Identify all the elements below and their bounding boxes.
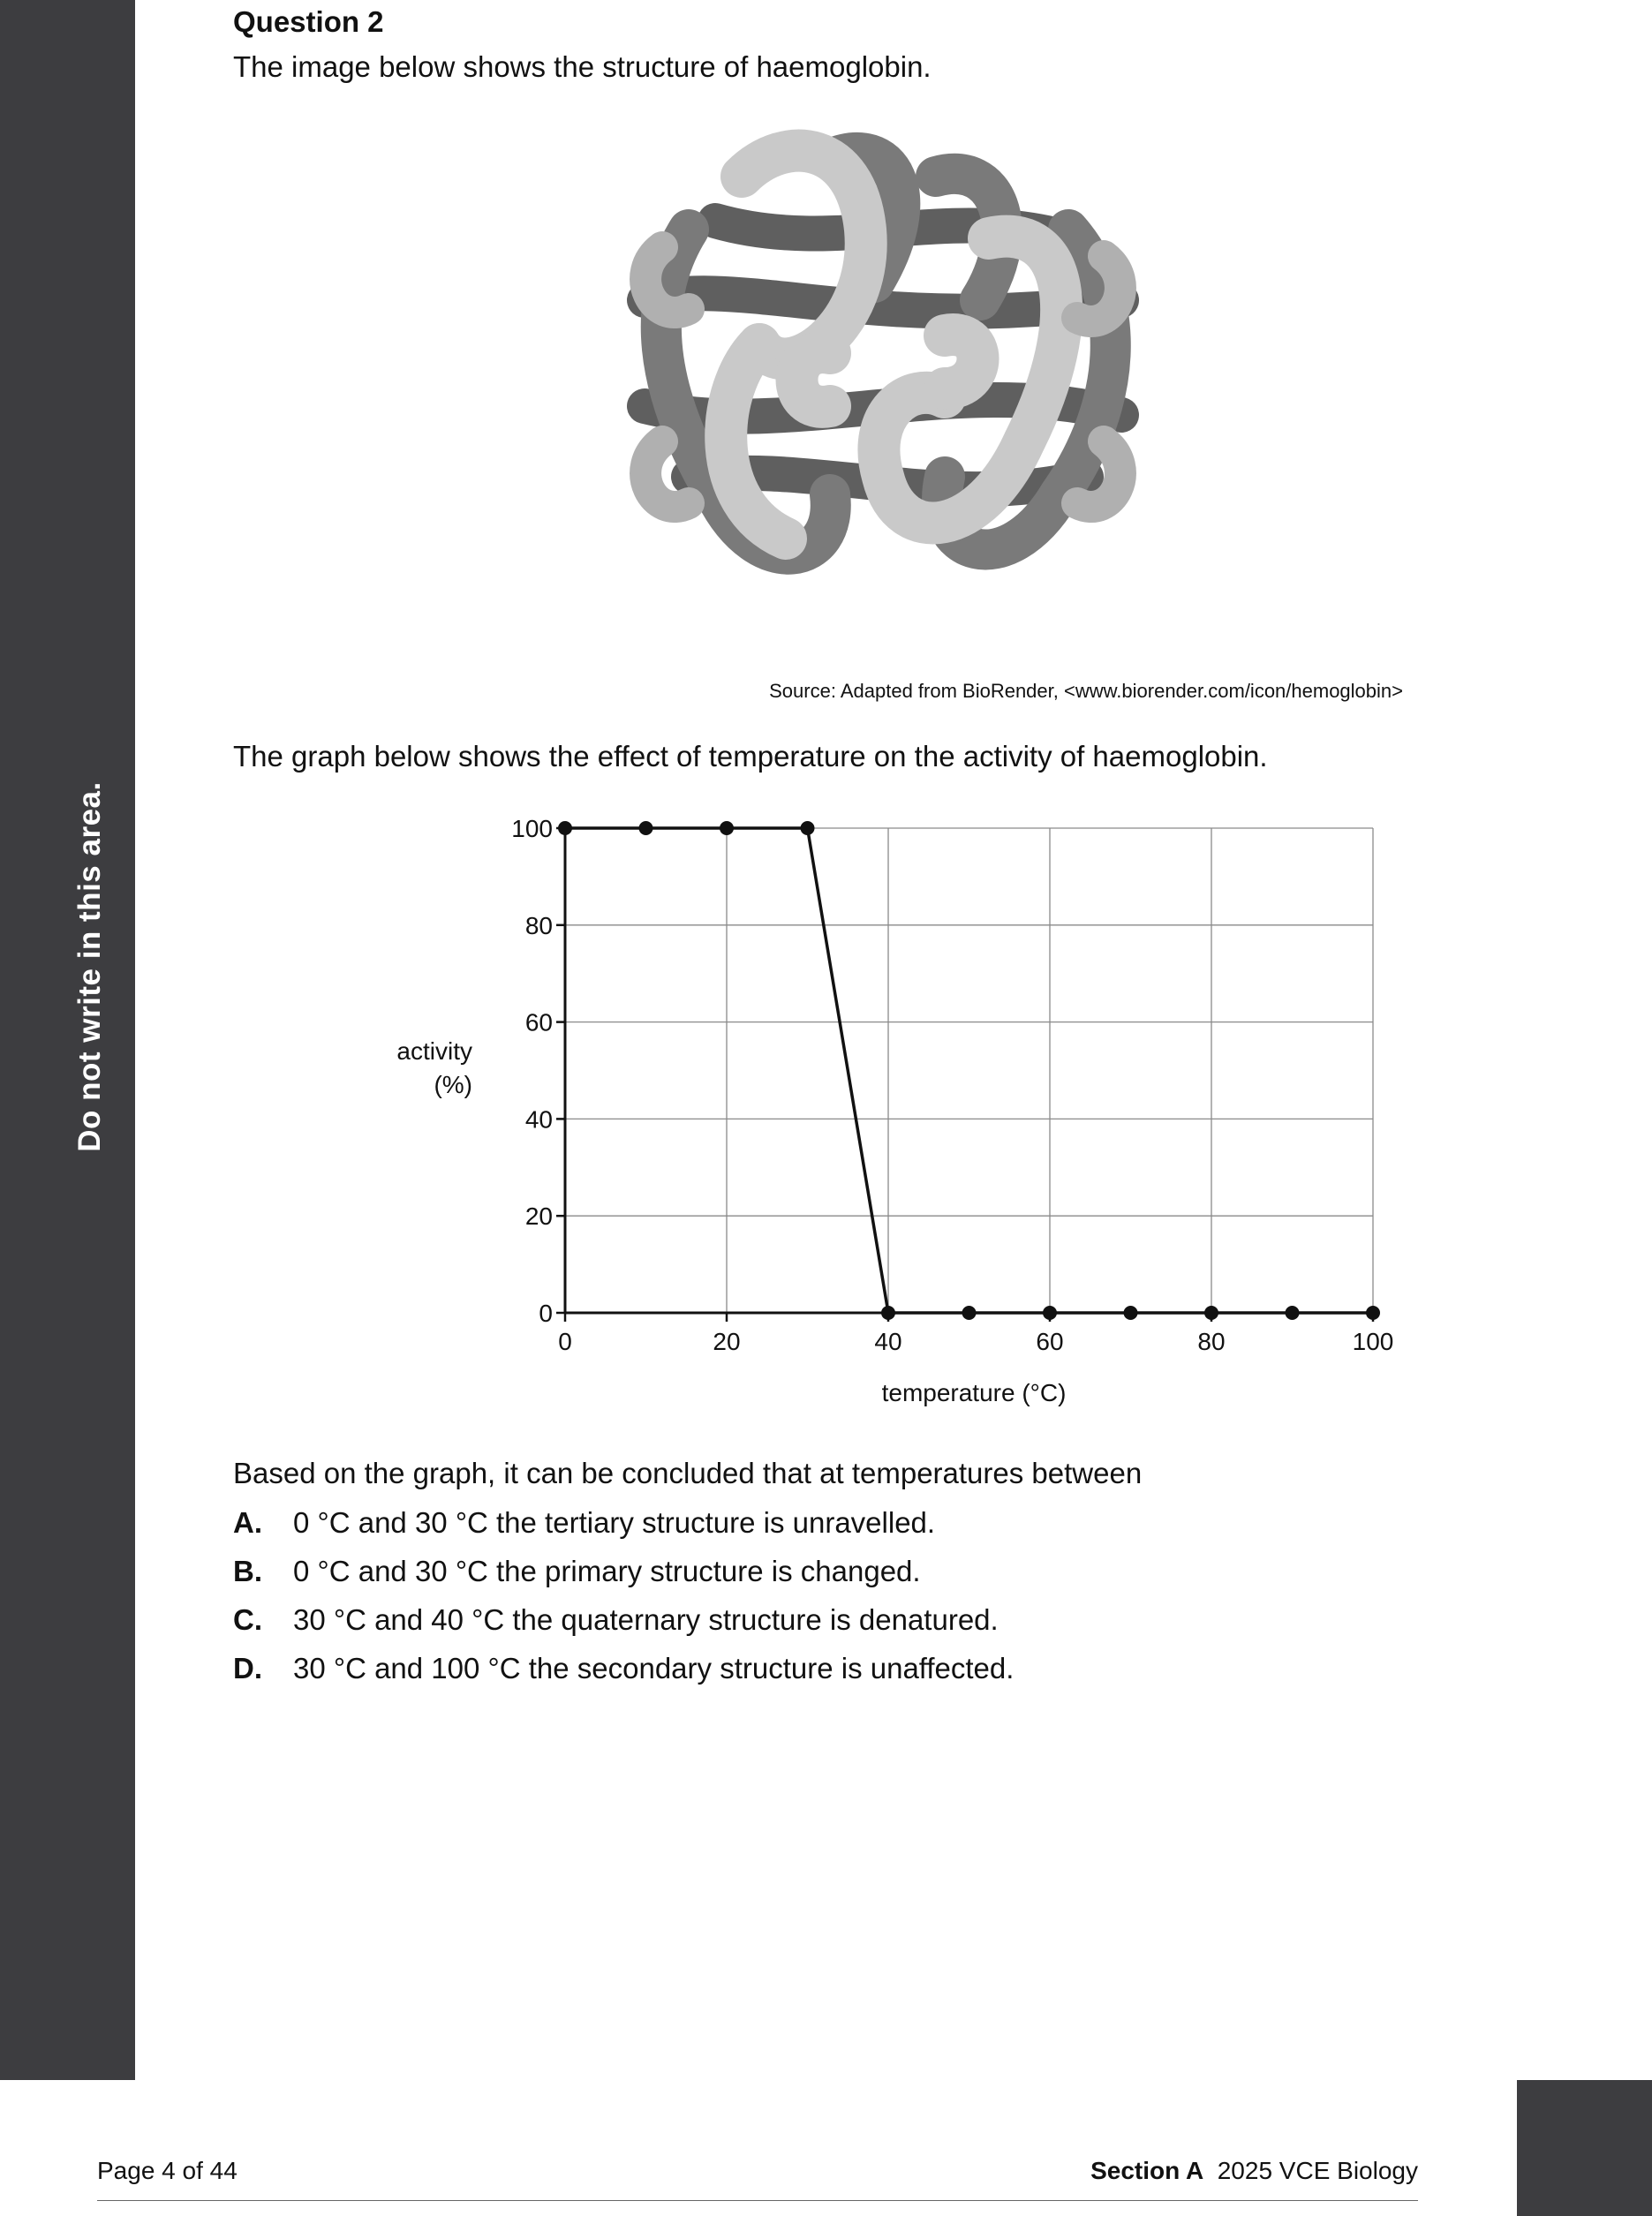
margin-sidebar [0, 0, 135, 2080]
y-axis-label-line2: (%) [434, 1071, 472, 1098]
option-text: 30 °C and 40 °C the quaternary structure is denatured. [293, 1603, 999, 1636]
data-point [720, 821, 734, 835]
page-number: Page 4 of 44 [97, 2157, 238, 2184]
data-point [1204, 1306, 1218, 1320]
x-axis-label: temperature (°C) [881, 1379, 1067, 1406]
data-point [962, 1306, 977, 1320]
graph-intro: The graph below shows the effect of temperature on the activity of haemoglobin. [233, 740, 1268, 773]
question-title: Question 2 [233, 5, 384, 38]
option-letter: B. [233, 1555, 262, 1587]
x-tick-label: 80 [1197, 1328, 1226, 1355]
section-label: Section A [1090, 2157, 1204, 2184]
data-point [881, 1306, 895, 1320]
option-letter: D. [233, 1652, 262, 1685]
option-text: 0 °C and 30 °C the tertiary structure is unravelled. [293, 1506, 936, 1539]
series-points [558, 821, 1380, 1320]
y-axis-label-line1: activity [396, 1037, 472, 1065]
question-stem: Based on the graph, it can be concluded that at temperatures between [233, 1457, 1143, 1489]
x-tick-label: 0 [558, 1328, 572, 1355]
data-point [1124, 1306, 1138, 1320]
axes [556, 828, 1373, 1322]
data-point [639, 821, 653, 835]
option-text: 0 °C and 30 °C the primary structure is changed. [293, 1555, 921, 1587]
option-letter: C. [233, 1603, 262, 1636]
y-tick-label: 60 [524, 1008, 553, 1036]
data-point [1366, 1306, 1380, 1320]
y-tick-label: 0 [539, 1300, 553, 1327]
data-point [801, 821, 815, 835]
option-letter: A. [233, 1506, 262, 1539]
y-tick-label: 20 [524, 1202, 553, 1231]
activity-line [565, 828, 1373, 1313]
haemoglobin-illustration [609, 124, 1157, 627]
data-point [1286, 1306, 1300, 1320]
image-source: Source: Adapted from BioRender, <www.biorender.com/icon/hemoglobin> [769, 680, 1403, 702]
question-intro: The image below shows the structure of haemoglobin. [233, 50, 932, 83]
x-tick-label: 40 [874, 1328, 902, 1355]
footer-divider [97, 2200, 1418, 2201]
data-point [558, 821, 572, 835]
temperature-activity-chart [371, 799, 1430, 1435]
y-tick-label: 40 [524, 1105, 553, 1134]
x-tick-labels [558, 1328, 1393, 1355]
corner-block [1517, 2080, 1652, 2216]
x-tick-label: 100 [1352, 1328, 1394, 1355]
series-line [565, 828, 1373, 1313]
x-tick-label: 60 [1036, 1328, 1064, 1355]
footer-section [1090, 2157, 1418, 2185]
y-tick-labels [511, 815, 553, 1327]
subject-label: 2025 VCE Biology [1217, 2157, 1418, 2184]
option-text: 30 °C and 100 °C the secondary structure is unaffected. [293, 1652, 1015, 1685]
x-tick-label: 20 [713, 1328, 741, 1355]
sidebar-warning: Do not write in this area. [72, 781, 107, 1152]
data-point [1043, 1306, 1057, 1320]
y-tick-label: 100 [511, 815, 553, 842]
grid-lines [565, 828, 1373, 1313]
y-tick-label: 80 [524, 911, 553, 939]
